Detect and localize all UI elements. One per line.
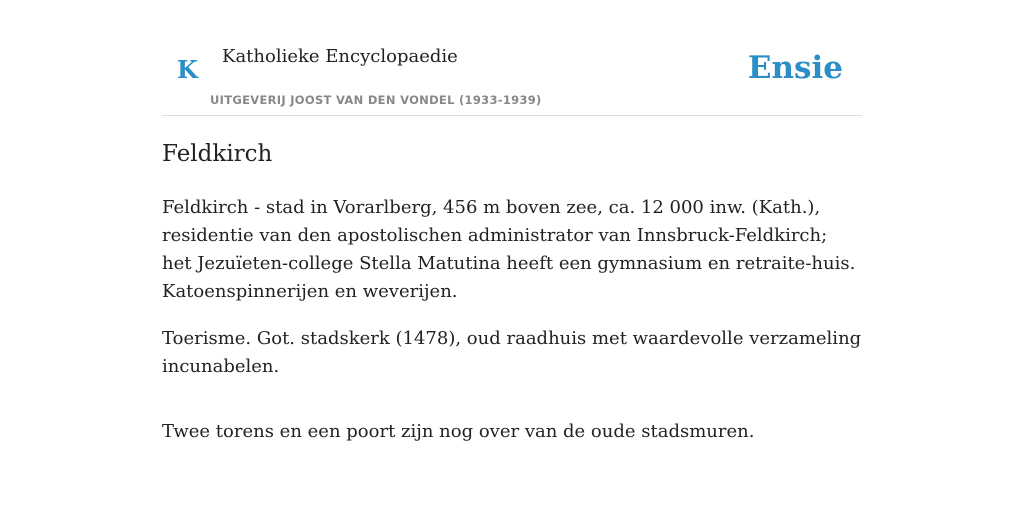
ensie-logo[interactable]: Ensie (747, 50, 843, 86)
publisher-line: UITGEVERIJ JOOST VAN DEN VONDEL (1933-1939) (210, 93, 542, 107)
article-title: Feldkirch (162, 141, 273, 167)
article-paragraph: Toerisme. Got. stadskerk (1478), oud raadhuis met waardevolle verzameling incunabelen. (162, 328, 862, 377)
site-header (162, 40, 862, 116)
book-logo[interactable]: K (177, 55, 198, 84)
article-paragraph: Twee torens en een poort zijn nog over van de oude stadsmuren. (162, 421, 755, 442)
article-paragraph: Feldkirch - stad in Vorarlberg, 456 m boven zee, ca. 12 000 inw. (Kath.), residentie van den apostolischen administrator van Innsbruck-Feldkirch; het Jezuïeten-college Stella Matutina heeft een gymnasium en retraite-huis. Katoenspinnerijen en weverijen. (162, 197, 856, 302)
article (162, 138, 862, 465)
book-title[interactable]: Katholieke Encyclopaedie (222, 46, 458, 67)
